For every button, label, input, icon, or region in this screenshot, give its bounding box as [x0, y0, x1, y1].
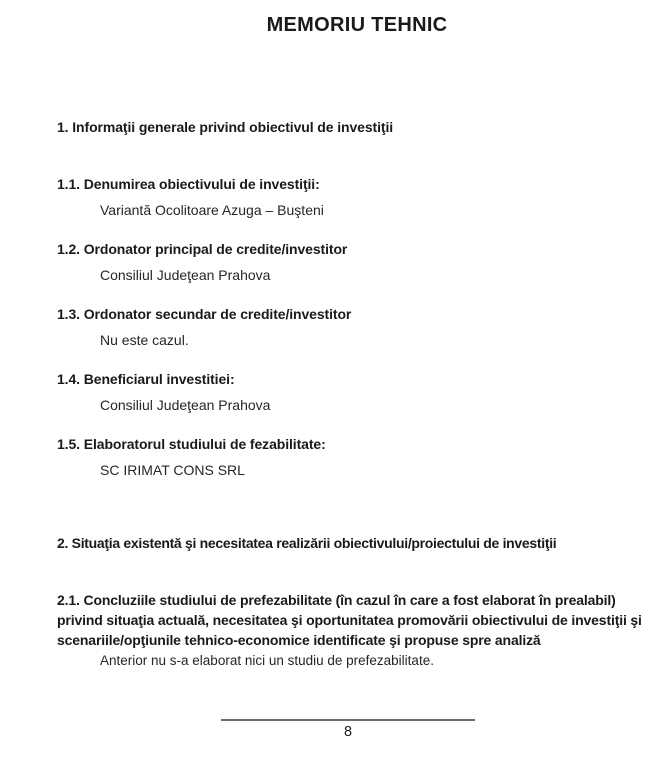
- section-2-heading: 2. Situaţia existentă şi necesitatea realizării obiectivului/proiectului de investiţii: [57, 535, 557, 551]
- list-item: [57, 370, 657, 414]
- item-1-1-label: 1.1. Denumirea obiectivului de investiţii:: [57, 176, 320, 192]
- item-1-3-label: 1.3. Ordonator secundar de credite/investitor: [57, 306, 352, 322]
- item-1-2-label: 1.2. Ordonator principal de credite/investitor: [57, 241, 348, 257]
- item-1-5-value: SC IRIMAT CONS SRL: [100, 462, 245, 478]
- section-1-heading: 1. Informaţii generale privind obiectivul de investiţii: [57, 119, 394, 135]
- item-1-2-value: Consiliul Judeţean Prahova: [100, 267, 271, 283]
- section-general-info: [57, 117, 657, 479]
- item-2-1-label: 2.1. Concluziile studiului de prefezabilitate (în cazul în care a fost elaborat în prealabil) privind situaţia actuală, necesitatea şi oportunitatea promovării obiectivului de investiţii şi scenariile/opţiunile tehnico-economice identificate şi propuse spre analiză: [57, 592, 642, 648]
- item-1-3-value: Nu este cazul.: [100, 332, 189, 348]
- item-1-5-label: 1.5. Elaboratorul studiului de fezabilitate:: [57, 436, 326, 452]
- list-item: [57, 305, 657, 349]
- list-item: [57, 590, 657, 669]
- list-item: [57, 435, 657, 479]
- item-1-1-value: Variantă Ocolitoare Azuga – Buşteni: [100, 202, 324, 218]
- list-item: [57, 175, 657, 219]
- item-1-4-label: 1.4. Beneficiarul investitiei:: [57, 371, 235, 387]
- list-item: [57, 240, 657, 284]
- item-2-1-value: Anterior nu s-a elaborat nici un studiu de prefezabilitate.: [100, 653, 434, 668]
- page-footer: [221, 719, 475, 741]
- section-existing-situation: [57, 533, 657, 669]
- item-1-4-value: Consiliul Judeţean Prahova: [100, 397, 271, 413]
- page-number: 8: [343, 724, 353, 740]
- page-title: MEMORIU TEHNIC: [266, 14, 448, 36]
- footer-divider: [221, 719, 475, 721]
